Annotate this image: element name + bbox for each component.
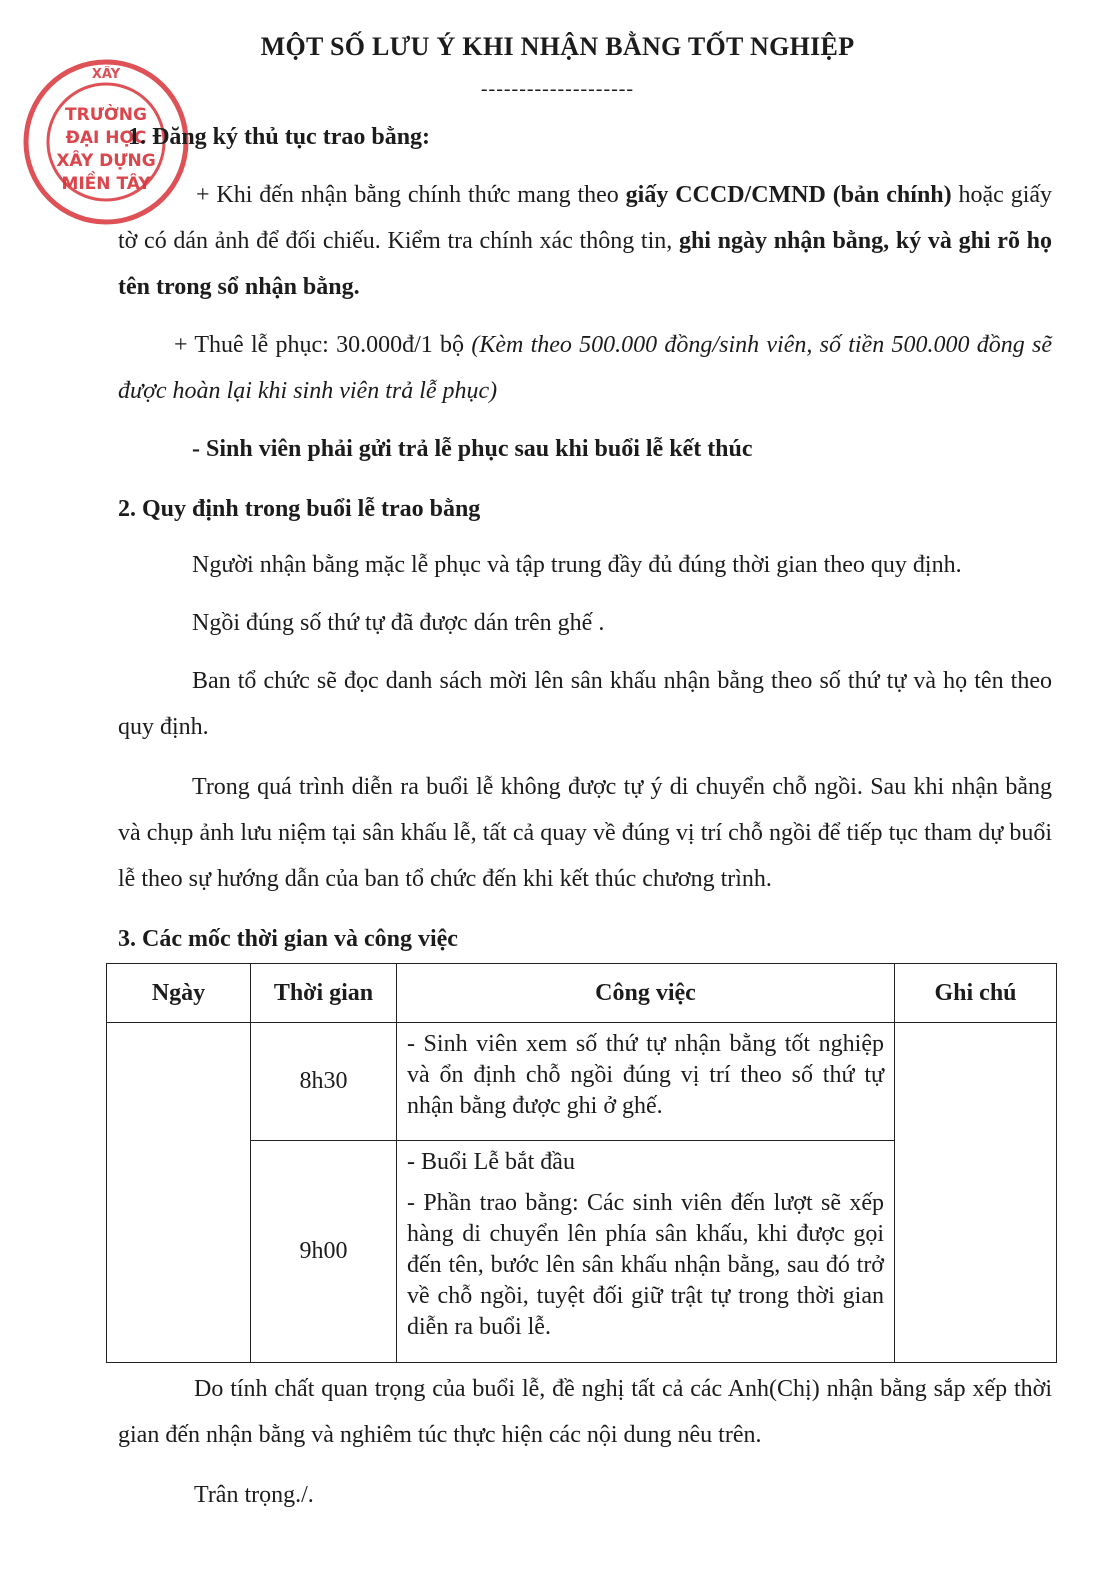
section1-heading: 1. Đăng ký thủ tục trao bằng: <box>128 124 431 150</box>
s1p2-text-a: + Thuê lễ phục: 30.000đ/1 bộ <box>174 332 472 358</box>
s1p1-text-d: ghi ngày nhận bằng, ký và ghi rõ họ tên trong sổ nhận bằng. <box>118 228 1053 300</box>
seal-ring-text: XÂY <box>91 67 121 82</box>
seal-line-4: MIỀN TÂY <box>61 174 151 194</box>
title-divider: -------------------- <box>480 78 635 100</box>
section2-paragraph-2: Ngồi đúng số thứ tự đã được dán trên ghế . <box>192 610 605 636</box>
section1-paragraph-2 <box>118 322 1052 414</box>
section2-paragraph-3: Ban tổ chức sẽ đọc danh sách mời lên sân khấu nhận bằng theo số thứ tự và họ tên theo quy định. <box>118 668 1052 740</box>
seal-line-1: TRƯỜNG <box>65 105 147 125</box>
section3-heading: 3. Các mốc thời gian và công việc <box>118 926 458 952</box>
task-cell <box>397 1023 895 1141</box>
date-cell <box>107 1023 251 1363</box>
task-line: - Sinh viên xem số thứ tự nhận bằng tốt nghiệp và ổn định chỗ ngồi đúng vị trí theo số thứ tự nhận bằng được ghi ở ghế. <box>407 1031 884 1119</box>
s1p1-text-b: giấy CCCD/CMND (bản chính) <box>625 182 952 208</box>
task-line: - Buổi Lễ bắt đầu <box>407 1149 575 1175</box>
schedule-table <box>106 963 1057 1363</box>
note-cell <box>895 1023 1057 1363</box>
closing-signoff: Trân trọng./. <box>194 1482 314 1508</box>
section2-paragraph-1: Người nhận bằng mặc lễ phục và tập trung đầy đủ đúng thời gian theo quy định. <box>192 552 962 578</box>
section2-heading: 2. Quy định trong buổi lễ trao bằng <box>118 496 481 522</box>
table-header-row <box>107 964 1057 1023</box>
s1p1-text-a: + Khi đến nhận bằng chính thức mang theo <box>196 182 626 208</box>
seal-line-3: XÂY DỰNG <box>56 151 156 171</box>
task-cell <box>397 1141 895 1363</box>
task-line: - Phần trao bằng: Các sinh viên đến lượt sẽ xếp hàng di chuyển lên phía sân khấu, khi được gọi đến tên, bước lên sân khấu nhận bằng, sau đó trở về chỗ ngồi, tuyệt đối giữ trật tự trong thời gian diễn ra buổi lễ. <box>407 1190 884 1340</box>
document-title: MỘT SỐ LƯU Ý KHI NHẬN BẰNG TỐT NGHIỆP <box>260 32 855 61</box>
column-header-task: Công việc <box>397 964 895 1023</box>
seal-line-2: ĐẠI HỌC <box>65 128 147 148</box>
time-cell: 9h00 <box>251 1141 397 1363</box>
s1p1-text-c: hoặc giấy tờ có dán ảnh để đối chiếu. Kiểm tra chính xác thông tin, <box>118 182 1053 254</box>
column-header-note: Ghi chú <box>895 964 1057 1023</box>
section2-paragraph-4: Trong quá trình diễn ra buổi lễ không được tự ý di chuyển chỗ ngồi. Sau khi nhận bằng và chụp ảnh lưu niệm tại sân khấu lễ, tất cả quay về đúng vị trí chỗ ngồi để tiếp tục tham dự buổi lễ theo sự hướng dẫn của ban tổ chức đến khi kết thúc chương trình. <box>118 774 1052 892</box>
table-row <box>107 1023 1057 1141</box>
time-cell: 8h30 <box>251 1023 397 1141</box>
column-header-time: Thời gian <box>251 964 397 1023</box>
column-header-date: Ngày <box>107 964 251 1023</box>
section1-note: - Sinh viên phải gửi trả lễ phục sau khi buổi lễ kết thúc <box>192 436 753 462</box>
section1-paragraph-1 <box>118 172 1052 310</box>
s1p2-text-b: (Kèm theo 500.000 đồng/sinh viên, số tiền 500.000 đồng sẽ được hoàn lại khi sinh viên trả lễ phục) <box>118 332 1052 404</box>
closing-paragraph: Do tính chất quan trọng của buổi lễ, đề nghị tất cả các Anh(Chị) nhận bằng sắp xếp thời gian đến nhận bằng và nghiêm túc thực hiện các nội dung nêu trên. <box>118 1376 1052 1448</box>
